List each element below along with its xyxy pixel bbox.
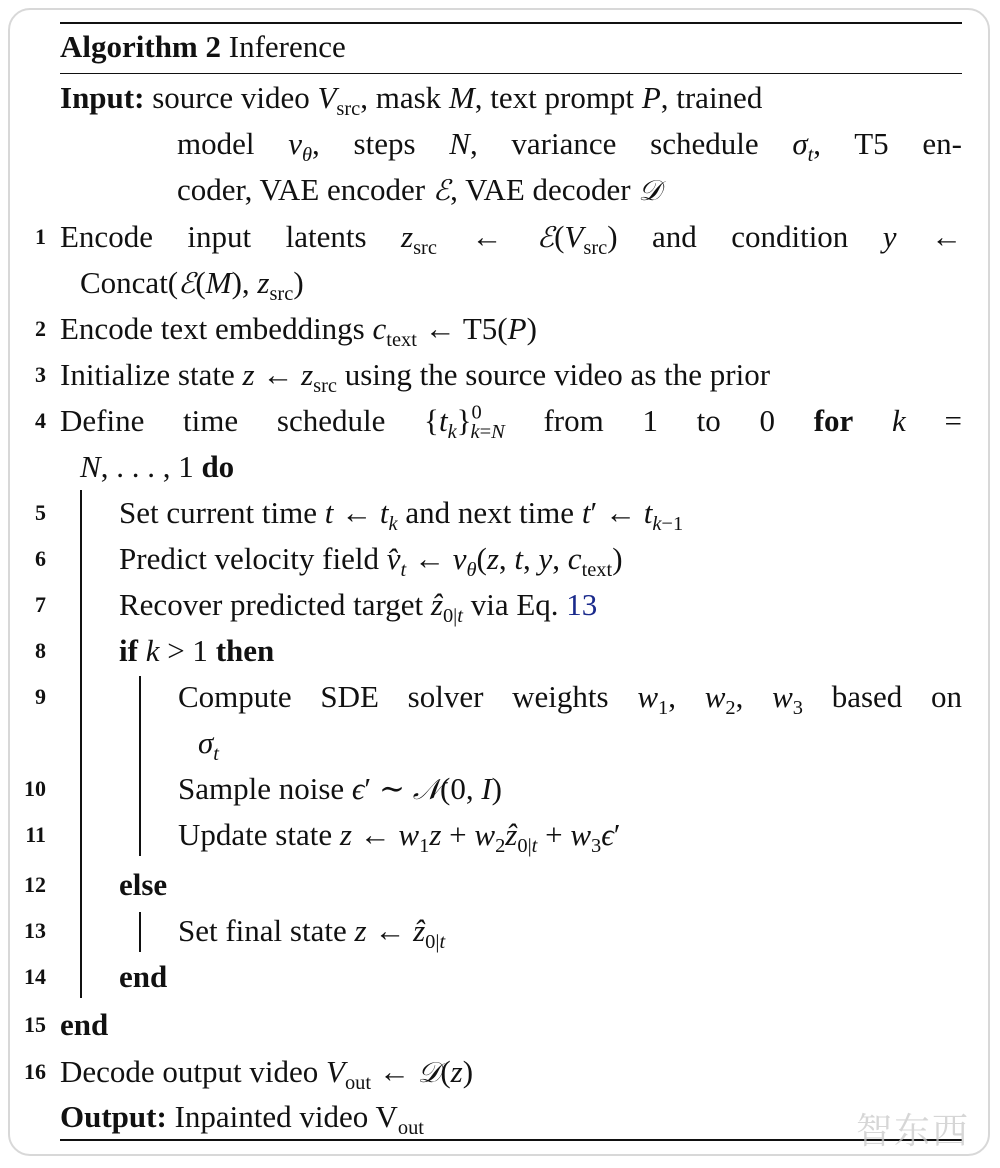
step-16: Decode output video $V_{out}$ ← 𝒟(z) xyxy=(60,1054,474,1095)
step-1: Encode input latents $z_{src}$ ← $ℰ(V_{src})$ and condition y ← xyxy=(60,219,962,260)
line-number-9: 9 xyxy=(35,684,46,709)
line-number-7: 7 xyxy=(35,592,46,617)
line-number-3: 3 xyxy=(35,362,46,387)
input-line-1: Input: source video $V_{src}$, mask M, text prompt P, trained xyxy=(60,80,763,121)
step-9: Compute SDE solver weights $w_1$, $w_2$, $w_3$ based on xyxy=(178,679,963,720)
input-label: Input: xyxy=(60,80,145,115)
line-number-12: 12 xyxy=(24,872,46,897)
step-13: Set final state z ← ẑ$_{0|t}$ xyxy=(178,913,446,954)
step-8: if k > 1 then xyxy=(119,633,275,668)
step-12 xyxy=(119,865,167,905)
step-11: Update state z ← $w_1z$ + $w_2ẑ_{0|t} + w_3\epsilon'$ xyxy=(178,817,621,858)
line-number-11: 11 xyxy=(25,822,46,847)
algorithm-name: Inference xyxy=(228,29,346,64)
kw-then: then xyxy=(215,633,275,668)
line-number-8: 8 xyxy=(35,638,46,663)
step-6: Predict velocity field $v̂_t$ ← $v_\theta(z$, t, y, $c_{text}$) xyxy=(119,541,623,582)
algorithm-title xyxy=(60,26,346,68)
step-3: Initialize state z ← $z_{src}$ using the source video as the prior xyxy=(60,357,771,398)
output-text: Inpainted video V xyxy=(174,1099,398,1134)
step-10: Sample noise ϵ′ ∼ 𝒩(0, I) xyxy=(178,771,502,806)
line-number-10: 10 xyxy=(24,776,46,801)
line-number-6: 6 xyxy=(35,546,46,571)
kw-end-for: end xyxy=(60,1007,109,1042)
kw-if: if xyxy=(119,633,138,668)
step-2: Encode text embeddings $c_{text}$ ← T5(P) xyxy=(60,311,537,352)
line-number-2: 2 xyxy=(35,316,46,341)
step-9-cont: $\sigma_t$ xyxy=(198,725,219,766)
output-label: Output: xyxy=(60,1099,167,1134)
line-number-16: 16 xyxy=(24,1059,46,1084)
algorithm-number: Algorithm 2 xyxy=(60,29,222,64)
step-15 xyxy=(60,1005,108,1045)
loop-bar xyxy=(80,490,82,998)
step-7: Recover predicted target ẑ$_{0|t}$ via Eq. 13 xyxy=(119,587,598,628)
kw-do: do xyxy=(201,449,235,484)
step-1-cont: Concat(ℰ(M), $z_{src}$) xyxy=(80,265,304,306)
line-number-14: 14 xyxy=(24,964,46,989)
top-rule xyxy=(60,22,962,24)
output-line xyxy=(60,1097,424,1140)
watermark-logo: 智东西 xyxy=(855,1111,970,1152)
title-rule xyxy=(60,73,962,74)
else-bar xyxy=(139,912,141,952)
line-number-5: 5 xyxy=(35,500,46,525)
line-number-4: 4 xyxy=(35,408,46,433)
line-number-13: 13 xyxy=(24,918,46,943)
input-line-3: coder, VAE encoder ℰ, VAE decoder 𝒟 xyxy=(177,172,662,207)
step-5: Set current time t ← $t_k$ and next time t′ ← $t_{k-1}$ xyxy=(119,495,684,536)
if-bar xyxy=(139,676,141,856)
output-subscript: out xyxy=(397,1117,424,1140)
kw-end-if: end xyxy=(119,959,168,994)
bottom-rule xyxy=(60,1139,962,1141)
step-14 xyxy=(119,957,167,997)
step-4-cont: N, . . . , 1 do xyxy=(80,449,235,484)
kw-else: else xyxy=(119,867,168,902)
step-4: Define time schedule $\{t_k\}^0_{k=N}$ from 1 to 0 for k = xyxy=(60,401,962,444)
line-number-15: 15 xyxy=(24,1012,46,1037)
line-number-1: 1 xyxy=(35,224,46,249)
kw-for: for xyxy=(813,403,854,438)
equation-link[interactable]: 13 xyxy=(566,587,598,622)
input-line-2: model $v_\theta$, steps N, variance schedule $\sigma_t$, T5 en- xyxy=(177,126,962,167)
